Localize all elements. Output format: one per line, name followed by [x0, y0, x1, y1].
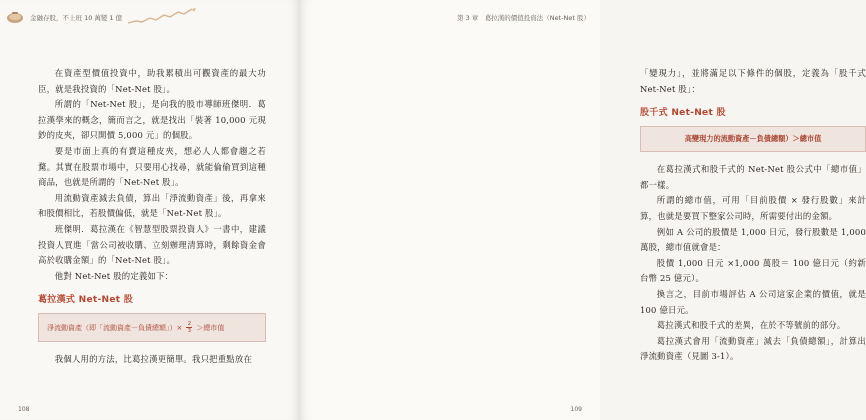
running-header-left: [6, 6, 206, 28]
paragraph: 我個人用的方法，比葛拉漢更簡單。我只把重點放在: [54, 354, 253, 365]
formula-text: 高變現力的流動資產－負債總額）＞總市值: [684, 134, 822, 144]
paragraph: 換言之，目前市場評估 A 公司這家企業的價值，就是 100 億日元。: [640, 288, 866, 315]
paragraph: 班傑明．葛拉漢在《智慧型股票投資人》一書中，建議投資人買進「當公司被收購、立刻辦理清算時，剩餘資金會高於收購金額」的「Net-Net 股」。: [38, 223, 266, 266]
fraction-two-thirds: [186, 321, 192, 334]
left-page: [0, 0, 300, 420]
book-piggy-icon: [6, 10, 24, 24]
paragraph: 例如 A 公司的股價是 1,000 日元，發行股數是 1,000 萬股，總市值就會是：: [640, 226, 866, 253]
paragraph: 股價 1,000 日元 ×1,000 萬股＝ 100 億日元（約新台幣 25 億元）。: [640, 257, 866, 284]
paragraph: 用流動資產減去負債，算出「淨流動資產」後，再拿來和股價相比，若股價偏低，就是「Net-Net 股」。: [38, 192, 266, 219]
paragraph: 「變現力」，並將滿足以下條件的個股，定義為「股千式 Net-Net 股」：: [640, 68, 866, 94]
paragraph: 葛拉漢式和股千式的差異，在於不等號前的部分。: [656, 320, 846, 331]
page-number-right: 109: [570, 406, 582, 413]
paragraph: 要是市面上真的有賣這種皮夾，想必人人都會趨之若騖。其實在股票市場中，只要用心找尋，就能倫偷買到這種商品，也就是所謂的「Net-Net 股」。: [38, 145, 266, 188]
formula-box-graham: [38, 313, 266, 342]
formula-box-kabusen: [640, 126, 866, 152]
paragraph: 所謂的「Net-Net 股」，是向我的股市導師班傑明．葛拉漢學來的概念，簡而言之，就是找出「裝著 10,000 元現鈔的皮夾，卻只開價 5,000 元」的個股。: [38, 99, 266, 141]
running-header-right: 第 3 章 葛拉漢的價值投資法（Net-Net 股）: [457, 14, 590, 22]
right-body-text: [640, 66, 866, 365]
right-page: [300, 0, 866, 420]
paragraph: 在資產型價值投資中，助我累積出可觀資產的最大功臣，就是我投資的「Net-Net 股」。: [38, 68, 266, 94]
paragraph: 他對 Net-Net 股的定義如下：: [54, 270, 174, 281]
page-number-left: 108: [18, 406, 30, 413]
left-body-text: [38, 66, 266, 368]
section-heading: 股千式 Net-Net 股: [640, 108, 726, 119]
paragraph: 葛拉漢式會用「流動資產」減去「負債總額」，計算出淨流動資產（見圖 3-1）。: [640, 335, 866, 362]
fraction-denominator: 3: [187, 328, 192, 335]
formula-lhs: 淨流動資產（即「流動資產－負債總額」）×: [47, 323, 183, 332]
trend-line-icon: [128, 8, 198, 26]
formula-rhs: ＞總市值: [196, 323, 225, 332]
running-title-left: 金融存股，不上班 10 萬變 1 億: [30, 13, 123, 22]
section-heading: 葛拉漢式 Net-Net 股: [38, 295, 134, 306]
fraction-numerator: 2: [187, 321, 192, 328]
paragraph: 所謂的總市值，可用「目前股價 × 發行股數」來計算，也就是要買下整家公司時，所需要付出的金額。: [640, 195, 866, 221]
paragraph: 在葛拉漢式和股千式的 Net-Net 股公式中「總市值」都一樣。: [640, 164, 866, 190]
